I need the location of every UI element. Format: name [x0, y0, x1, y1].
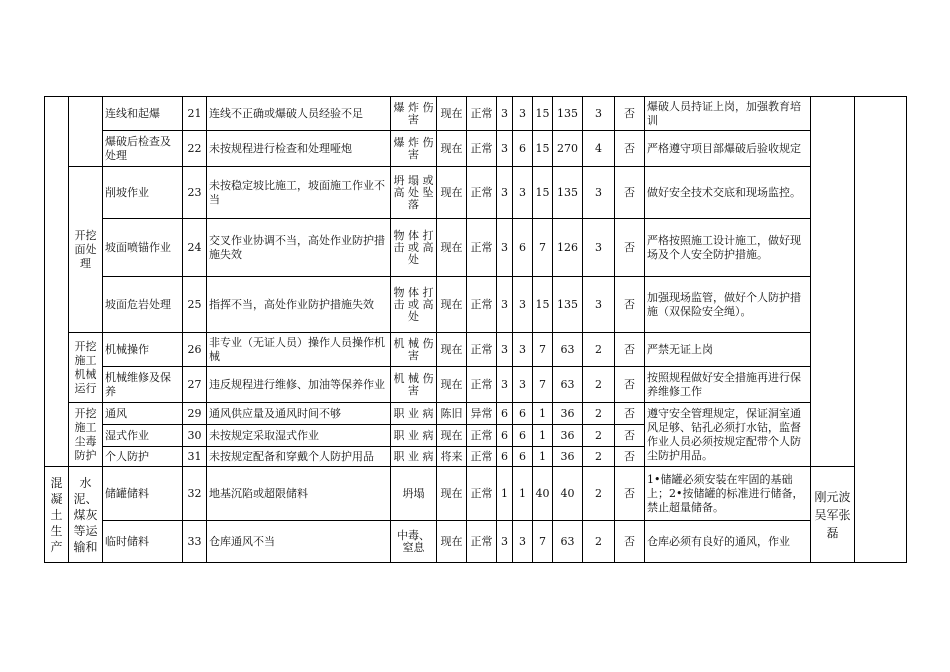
value-c: 7 [533, 219, 553, 277]
blank-cell [69, 97, 103, 167]
value-a: 1 [497, 467, 513, 521]
state-cell: 正常 [467, 167, 497, 219]
no-cell: 23 [183, 167, 207, 219]
value-c: 15 [533, 131, 553, 167]
value-c: 15 [533, 277, 553, 333]
value-e: 3 [583, 167, 615, 219]
state-cell: 正常 [467, 131, 497, 167]
value-f: 否 [615, 521, 645, 563]
blank-cell [811, 97, 855, 467]
value-f: 否 [615, 447, 645, 467]
group-label-shuini: 水泥、煤灰等运输和 [69, 467, 103, 563]
state-cell: 正常 [467, 333, 497, 367]
cause-cell: 交叉作业协调不当，高处作业防护措施失效 [207, 219, 391, 277]
group-label-jixie: 开挖施工机械运行 [69, 333, 103, 403]
cause-cell: 通风供应量及通风时间不够 [207, 403, 391, 425]
no-cell: 22 [183, 131, 207, 167]
measure-cell: 严格按照施工设计施工，做好现场及个人安全防护措施。 [645, 219, 811, 277]
state-cell: 正常 [467, 219, 497, 277]
cause-cell: 仓库通风不当 [207, 521, 391, 563]
task-cell: 爆破后检查及处理 [103, 131, 183, 167]
value-a: 3 [497, 219, 513, 277]
task-cell: 机械维修及保养 [103, 367, 183, 403]
task-cell: 湿式作业 [103, 425, 183, 447]
no-cell: 30 [183, 425, 207, 447]
table-row [45, 219, 907, 277]
blank-cell [855, 97, 907, 563]
value-b: 1 [513, 467, 533, 521]
value-a: 3 [497, 333, 513, 367]
time-cell: 将来 [437, 447, 467, 467]
value-a: 3 [497, 277, 513, 333]
time-cell: 现在 [437, 277, 467, 333]
measure-cell: 遵守安全管理规定，保证洞室通风足够、钻孔必须打水钻，监督作业人员必须按规定配带个人防尘防护用品。 [645, 403, 811, 467]
value-c: 15 [533, 167, 553, 219]
value-e: 2 [583, 521, 615, 563]
value-f: 否 [615, 97, 645, 131]
value-c: 1 [533, 425, 553, 447]
blank-cell [45, 97, 69, 467]
no-cell: 27 [183, 367, 207, 403]
measure-cell: 仓库必须有良好的通风，作业 [645, 521, 811, 563]
no-cell: 21 [183, 97, 207, 131]
value-d: 40 [553, 467, 583, 521]
value-d: 63 [553, 333, 583, 367]
value-c: 7 [533, 367, 553, 403]
table-row [45, 167, 907, 219]
cause-cell: 违反规程进行维修、加油等保养作业 [207, 367, 391, 403]
state-cell: 正常 [467, 447, 497, 467]
value-b: 6 [513, 403, 533, 425]
value-b: 3 [513, 367, 533, 403]
value-f: 否 [615, 277, 645, 333]
value-e: 3 [583, 219, 615, 277]
value-e: 4 [583, 131, 615, 167]
cause-cell: 未按规程进行检查和处理哑炮 [207, 131, 391, 167]
hazard-cell: 物 体 打 击 或 高 处 [391, 219, 437, 277]
cause-cell: 指挥不当，高处作业防护措施失效 [207, 277, 391, 333]
hazard-cell: 职 业 病 [391, 447, 437, 467]
hazard-cell: 物 体 打 击 或 高 处 [391, 277, 437, 333]
state-cell: 正常 [467, 425, 497, 447]
value-f: 否 [615, 403, 645, 425]
time-cell: 现在 [437, 521, 467, 563]
value-b: 6 [513, 425, 533, 447]
time-cell: 陈旧 [437, 403, 467, 425]
state-cell: 正常 [467, 277, 497, 333]
value-f: 否 [615, 467, 645, 521]
value-a: 3 [497, 167, 513, 219]
state-cell: 正常 [467, 521, 497, 563]
task-cell: 削坡作业 [103, 167, 183, 219]
value-d: 63 [553, 521, 583, 563]
cause-cell: 未按规定配备和穿戴个人防护用品 [207, 447, 391, 467]
cause-cell: 未按稳定坡比施工，坡面施工作业不当 [207, 167, 391, 219]
table-row [45, 333, 907, 367]
value-d: 135 [553, 167, 583, 219]
measure-cell: 做好安全技术交底和现场监控。 [645, 167, 811, 219]
no-cell: 24 [183, 219, 207, 277]
hazard-cell: 职 业 病 [391, 425, 437, 447]
hazard-cell: 中毒、窒息 [391, 521, 437, 563]
table-row [45, 467, 907, 521]
value-b: 6 [513, 131, 533, 167]
value-e: 2 [583, 403, 615, 425]
value-f: 否 [615, 333, 645, 367]
value-b: 6 [513, 219, 533, 277]
value-b: 3 [513, 97, 533, 131]
value-d: 126 [553, 219, 583, 277]
state-cell: 正常 [467, 97, 497, 131]
value-c: 15 [533, 97, 553, 131]
value-e: 3 [583, 97, 615, 131]
value-e: 2 [583, 367, 615, 403]
value-e: 2 [583, 425, 615, 447]
measure-cell: 爆破人员持证上岗，加强教育培训 [645, 97, 811, 131]
hazard-cell: 爆 炸 伤 害 [391, 131, 437, 167]
group-label-kaiwa: 开挖面处理 [69, 167, 103, 333]
group-label-hunningtu: 混凝土生产 [45, 467, 69, 563]
time-cell: 现在 [437, 97, 467, 131]
group-label-chendu: 开挖施工尘毒防护 [69, 403, 103, 467]
value-f: 否 [615, 219, 645, 277]
time-cell: 现在 [437, 333, 467, 367]
hazard-cell: 机 械 伤 害 [391, 367, 437, 403]
task-cell: 坡面危岩处理 [103, 277, 183, 333]
measure-cell: 加强现场监管，做好个人防护措施（双保险安全绳）。 [645, 277, 811, 333]
task-cell: 连线和起爆 [103, 97, 183, 131]
table-row [45, 403, 907, 425]
value-d: 135 [553, 277, 583, 333]
value-a: 6 [497, 403, 513, 425]
no-cell: 32 [183, 467, 207, 521]
time-cell: 现在 [437, 467, 467, 521]
state-cell: 正常 [467, 467, 497, 521]
task-cell: 储罐储料 [103, 467, 183, 521]
hazard-cell: 坍 塌 或 高 处 坠 落 [391, 167, 437, 219]
cause-cell: 连线不正确或爆破人员经验不足 [207, 97, 391, 131]
value-e: 2 [583, 447, 615, 467]
time-cell: 现在 [437, 131, 467, 167]
value-b: 3 [513, 277, 533, 333]
value-d: 63 [553, 367, 583, 403]
responsible-people: 刚元波吴军张磊 [811, 467, 855, 563]
state-cell: 正常 [467, 367, 497, 403]
no-cell: 29 [183, 403, 207, 425]
value-a: 3 [497, 131, 513, 167]
measure-cell: 1•储罐必须安装在牢固的基础上；2•按储罐的标准进行储备，禁止超量储备。 [645, 467, 811, 521]
value-a: 6 [497, 447, 513, 467]
no-cell: 31 [183, 447, 207, 467]
value-a: 3 [497, 97, 513, 131]
value-c: 1 [533, 447, 553, 467]
time-cell: 现在 [437, 425, 467, 447]
hazard-cell: 机 械 伤 害 [391, 333, 437, 367]
value-b: 3 [513, 333, 533, 367]
task-cell: 临时储料 [103, 521, 183, 563]
no-cell: 33 [183, 521, 207, 563]
task-cell: 通风 [103, 403, 183, 425]
task-cell: 机械操作 [103, 333, 183, 367]
table-row [45, 131, 907, 167]
table-row [45, 521, 907, 563]
value-e: 3 [583, 277, 615, 333]
task-cell: 坡面喷锚作业 [103, 219, 183, 277]
time-cell: 现在 [437, 167, 467, 219]
table-row [45, 97, 907, 131]
value-a: 6 [497, 425, 513, 447]
value-d: 36 [553, 425, 583, 447]
value-e: 2 [583, 467, 615, 521]
hazard-cell: 坍塌 [391, 467, 437, 521]
value-c: 7 [533, 521, 553, 563]
value-d: 36 [553, 403, 583, 425]
value-e: 2 [583, 333, 615, 367]
table-row [45, 277, 907, 333]
no-cell: 26 [183, 333, 207, 367]
value-f: 否 [615, 367, 645, 403]
value-c: 40 [533, 467, 553, 521]
hazard-table [44, 96, 907, 563]
state-cell: 异常 [467, 403, 497, 425]
value-f: 否 [615, 425, 645, 447]
value-d: 270 [553, 131, 583, 167]
measure-cell: 严格遵守项目部爆破后验收规定 [645, 131, 811, 167]
value-d: 36 [553, 447, 583, 467]
task-cell: 个人防护 [103, 447, 183, 467]
measure-cell: 严禁无证上岗 [645, 333, 811, 367]
table-row [45, 367, 907, 403]
cause-cell: 未按规定采取湿式作业 [207, 425, 391, 447]
value-f: 否 [615, 167, 645, 219]
cause-cell: 非专业（无证人员）操作人员操作机械 [207, 333, 391, 367]
value-c: 1 [533, 403, 553, 425]
value-b: 3 [513, 167, 533, 219]
value-b: 6 [513, 447, 533, 467]
value-b: 3 [513, 521, 533, 563]
time-cell: 现在 [437, 219, 467, 277]
no-cell: 25 [183, 277, 207, 333]
hazard-cell: 爆 炸 伤 害 [391, 97, 437, 131]
value-a: 3 [497, 367, 513, 403]
value-a: 3 [497, 521, 513, 563]
value-d: 135 [553, 97, 583, 131]
hazard-cell: 职 业 病 [391, 403, 437, 425]
measure-cell: 按照规程做好安全措施再进行保养维修工作 [645, 367, 811, 403]
time-cell: 现在 [437, 367, 467, 403]
value-f: 否 [615, 131, 645, 167]
value-c: 7 [533, 333, 553, 367]
cause-cell: 地基沉陷或超限储料 [207, 467, 391, 521]
